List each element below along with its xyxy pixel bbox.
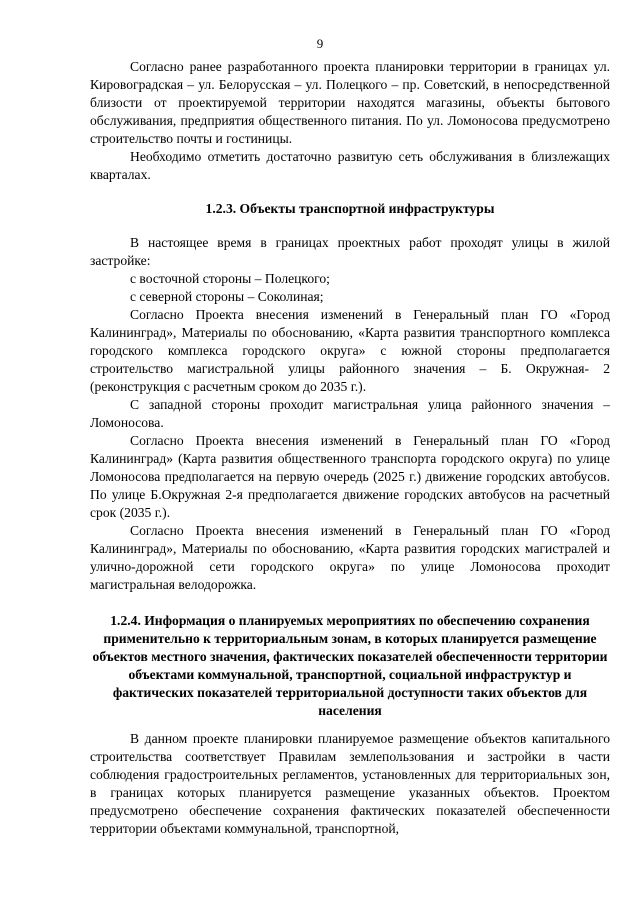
transport-paragraph: Согласно Проекта внесения изменений в Генеральный план ГО «Город Калининград» (Карта развития общественного транспорта городского округа) по улице Ломоносова предполагается на первую очередь (2025 г.) движение городских автобусов. По улице Б.Окружная 2-я предполагается движение городских автобусов на расчетный срок (2035 г.). — [90, 433, 610, 520]
street-list-item: с восточной стороны – Полецкого; — [130, 271, 330, 286]
transport-paragraph: С западной стороны проходит магистральная улица районного значения – Ломоносова. — [90, 397, 610, 430]
transport-paragraph: Согласно Проекта внесения изменений в Генеральный план ГО «Город Калининград», Материалы по обоснованию, «Карта развития транспортного комплекса городского комплекса городского округа» с южной стороны предполагается строительство магистральной улицы районного значения – Б. Окружная- 2 (реконструкция с расчетным сроком до 2035 г.). — [90, 307, 610, 394]
page-content — [90, 58, 610, 838]
section-heading-transport: 1.2.3. Объекты транспортной инфраструктуры — [205, 201, 495, 216]
transport-paragraph: В настоящее время в границах проектных работ проходят улицы в жилой застройке: — [90, 235, 610, 268]
street-list-item: с северной стороны – Соколиная; — [130, 289, 324, 304]
section-heading-planned-measures: 1.2.4. Информация о планируемых мероприятиях по обеспечению сохранения применительно к территориальным зонам, в которых планируется размещение объектов местного значения, фактических показателей обеспеченности территории объектами коммунальной, транспортной, социальной инфраструктур и фактических показателей территориальной доступности таких объектов для населения — [92, 613, 608, 718]
measures-paragraph: В данном проекте планировки планируемое размещение объектов капитального строительства соответствует Правилам землепользования и застройки в части соблюдения градостроительных регламентов, установленных для территориальных зон, в границах которых планируется размещение указанных объектов. Проектом предусмотрено обеспечение сохранения фактических показателей обеспеченности территории объектами коммунальной, транспортной, — [90, 731, 610, 836]
intro-paragraph: Необходимо отметить достаточно развитую сеть обслуживания в близлежащих кварталах. — [90, 149, 610, 182]
intro-paragraph: Согласно ранее разработанного проекта планировки территории в границах ул. Кировоградская – ул. Белорусская – ул. Полецкого – пр. Советский, в непосредственной близости от проектируемой территории находятся магазины, объекты бытового обслуживания, предприятия общественного питания. По ул. Ломоносова предусмотрено строительство почты и гостиницы. — [90, 59, 610, 146]
page-number: 9 — [316, 36, 324, 51]
transport-paragraph: Согласно Проекта внесения изменений в Генеральный план ГО «Город Калининград», Материалы по обоснованию, «Карта развития городских магистралей и улично-дорожной сети городского округа» по улице Ломоносова проходит магистральная велодорожка. — [90, 523, 610, 592]
